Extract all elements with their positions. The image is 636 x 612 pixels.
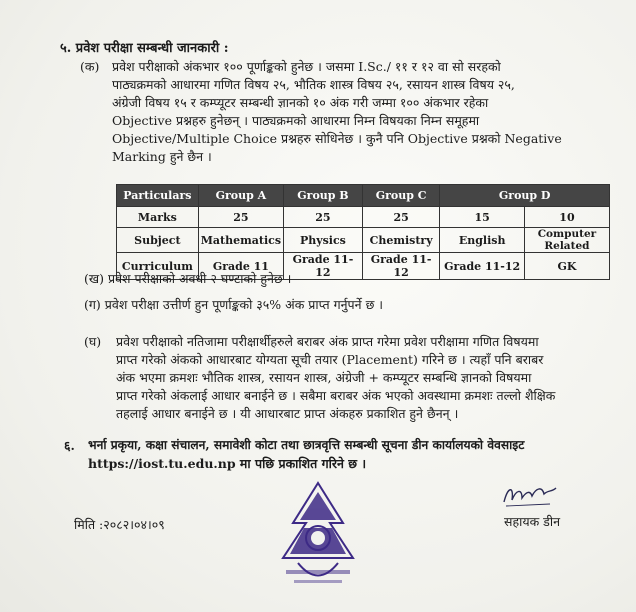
- table-header-cell: Particulars: [117, 185, 199, 207]
- section-5-heading: ५. प्रवेश परीक्षा सम्बन्धी जानकारी :: [60, 41, 229, 56]
- table-cell: 25: [284, 207, 363, 228]
- table-cell: Chemistry: [362, 228, 440, 253]
- table-cell: Grade 11-12: [362, 253, 440, 280]
- table-cell: Curriculum: [117, 253, 199, 280]
- signature-icon: [500, 480, 560, 510]
- table-cell: Grade 11-12: [440, 253, 525, 280]
- item-gha-label: (घ): [84, 334, 102, 349]
- item-gha-line-1: प्रवेश परीक्षाको नतिजामा परीक्षार्थीहरुले बराबर अंक प्राप्त गरेमा प्रवेश परीक्षामा गणित विषयमा: [116, 334, 539, 349]
- table-header-cell: Group D: [440, 185, 610, 207]
- item-gha-line-5: तहलाई आधार बनाईने छ । यी आधारबाट प्राप्त अंकहरु प्रकाशित हुने छैनन् ।: [116, 406, 459, 421]
- table-cell: Computer Related: [524, 228, 609, 253]
- table-cell: Marks: [117, 207, 199, 228]
- item-ka-line-3: अंग्रेजी विषय १५ र कम्प्यूटर सम्बन्धी ज्ञानको १० अंक गरी जम्मा १०० अंकभार रहेका: [112, 95, 489, 110]
- item-ka-line-6: Marking हुने छैन ।: [112, 149, 212, 164]
- table-cell: Grade 11-12: [284, 253, 363, 280]
- table-cell: Physics: [284, 228, 363, 253]
- section-6-label: ६.: [64, 438, 75, 453]
- table-cell: GK: [524, 253, 609, 280]
- table-header-cell: Group B: [284, 185, 363, 207]
- item-ka-line-4: Objective प्रश्नहरु हुनेछन् । पाठ्यक्रमको आधारमा निम्न विषयका निम्न समूहमा: [112, 113, 480, 128]
- table-row-subject: [117, 228, 610, 253]
- item-ka-line-5: Objective/Multiple Choice प्रश्नहरु सोधिनेछ । कुनै पनि Objective प्रश्नको Negative: [112, 131, 562, 146]
- item-ka-line-1: प्रवेश परीक्षाको अंकभार १०० पूर्णाङ्कको हुनेछ । जसमा I.Sc./ ११ र १२ वा सो सरहको: [112, 59, 501, 74]
- item-ka-label: (क): [80, 59, 100, 74]
- table-row-marks: [117, 207, 610, 228]
- item-gha-line-4: प्राप्त गरेको अंकलाई आधार बनाईने छ । सबैमा बराबर अंक भएको अवस्थामा क्रमशः तल्लो शैक्षिक: [116, 388, 556, 403]
- item-ka-line-2: पाठ्यक्रमको आधारमा गणित विषय २५, भौतिक शास्त्र विषय २५, रसायन शास्त्र विषय २५,: [112, 77, 515, 92]
- university-stamp-icon: [268, 478, 368, 608]
- item-gha-line-2: प्राप्त गरेको अंकको आधारबाट योग्यता सूची तयार (Placement) गरिने छ । त्यहाँ पनि बराबर: [116, 352, 544, 367]
- table-cell: Grade 11: [198, 253, 283, 280]
- table-cell: 10: [524, 207, 609, 228]
- table-header-cell: Group A: [198, 185, 283, 207]
- signature-title: सहायक डीन: [504, 514, 561, 529]
- date-text: मिति :२०८२।०४।०९: [74, 517, 165, 532]
- exam-groups-table: [116, 184, 610, 280]
- table-cell: Mathematics: [198, 228, 283, 253]
- table-cell: English: [440, 228, 525, 253]
- item-ga: (ग) प्रवेश परीक्षा उत्तीर्ण हुन पूर्णाङ्कको ३५% अंक प्राप्त गर्नुपर्ने छ ।: [84, 297, 384, 312]
- section-6-line-2: https://iost.tu.edu.np मा पछि प्रकाशित गरिने छ ।: [88, 456, 367, 471]
- table-header-row: [117, 185, 610, 207]
- section-6-line-1: भर्ना प्रकृया, कक्षा संचालन, समावेशी कोटा तथा छात्रवृत्ति सम्बन्धी सूचना डीन कार्यालयको वेवसाइट: [88, 438, 525, 452]
- item-kha: (ख) प्रवेश परीक्षाको अवधी २ घण्टाको हुनेछ ।: [84, 271, 292, 286]
- item-gha-line-3: अंक भएमा क्रमशः भौतिक शास्त्र, रसायन शास्त्र, अंग्रेजी + कम्प्यूटर सम्बन्धि ज्ञानको विषयमा: [116, 370, 532, 385]
- table-cell: 25: [198, 207, 283, 228]
- table-cell: 15: [440, 207, 525, 228]
- table-cell: 25: [362, 207, 440, 228]
- table-header-cell: Group C: [362, 185, 440, 207]
- table-cell: Subject: [117, 228, 199, 253]
